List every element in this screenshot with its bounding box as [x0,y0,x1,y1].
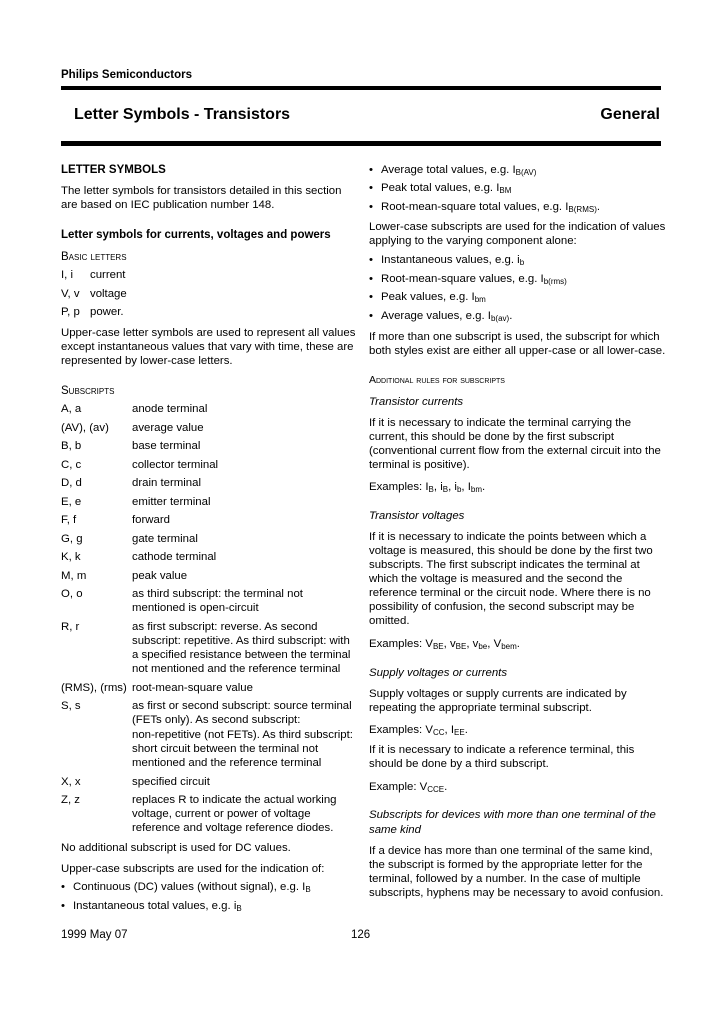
subscript-meaning: cathode terminal [132,551,217,563]
dev-line-1: If a device has more than one terminal of the same kind, [369,845,653,857]
basic-letter-meaning: voltage [90,288,127,300]
tv-line-5: reference terminal or the circuit node. Where there is no [369,587,651,599]
basic-letter-row [61,305,124,319]
basic-letter-symbol: I, i [61,269,74,281]
page-title: Letter Symbols - Transistors [74,106,291,123]
subscript-meaning: not mentioned and the reference terminal [132,663,341,676]
dev-line-3: terminal, followed by a number. In the case of multiple [369,873,641,885]
subscript-symbol: M, m [61,569,87,582]
subscripts-title: Subscripts [61,385,115,397]
tv-line-7: omitted. [369,615,410,627]
tv-line-4: which the voltage is measured and the second the [369,573,623,585]
subscript-meaning: as first or second subscript: source terminal [132,700,352,713]
tc-line-3: (conventional current flow from the external circuit into the [369,445,661,457]
subscript-meaning: forward [132,514,170,526]
transistor-currents-title: Transistor currents [369,396,464,408]
multi-terminal-title-1: Subscripts for devices with more than one terminal of the [369,809,656,821]
sv-examples: Examples: $V_{CC}$, $I_{EE}$. [369,724,468,737]
supply-voltages-title: Supply voltages or currents [369,667,508,679]
tc-examples: Examples: $I_B$, $i_B$, $i_b$, $I_{bm}$. [369,481,486,494]
subscript-meaning: reference and voltage reference diodes. [132,822,334,835]
basic-letter-row [61,268,126,282]
basic-letters-title: Basic letters [61,251,127,263]
company-name: Philips Semiconductors [61,69,192,81]
subscript-symbol: F, f [61,514,77,526]
lower-case-line-1: Lower-case subscripts are used for the indication of values [369,221,666,233]
tc-line-4: terminal is positive). [369,459,470,471]
subscript-symbol: D, d [61,477,82,489]
subscript-meaning: a specified resistance between the terminal [132,649,351,662]
basic-letter-meaning: power. [90,306,124,318]
sv-line-1: Supply voltages or supply currents are indicated by [369,688,627,700]
more-subscripts-line-1: If more than one subscript is used, the subscript for which [369,331,660,343]
section-title: General [600,106,660,123]
additional-rules-title: Additional rules for subscripts [369,374,505,386]
footer-page-number: 126 [351,929,371,941]
subscript-meaning: replaces R to indicate the actual working [132,794,337,807]
subscript-symbol: O, o [61,588,83,600]
subscript-symbol: X, x [61,775,81,788]
more-subscripts-line-2: both styles exist are either all upper-case or all lower-case. [369,345,666,357]
basic-letter-meaning: current [90,269,126,281]
multi-terminal-title-2: same kind [369,824,421,836]
bullet-glyph: • [61,900,65,912]
subscript-meaning: drain terminal [132,477,202,489]
footer-date: 1999 May 07 [61,929,128,941]
ref-line-2: should be done by a third subscript. [369,758,549,770]
upper-case-subscripts: Upper-case subscripts are used for the indication of: [61,863,325,875]
subscript-meaning: mentioned and the reference terminal [132,757,322,770]
sv-line-2: repeating the appropriate terminal subscript. [369,702,592,714]
upper-case-line-2: except instantaneous values that vary with time, these are [61,341,354,353]
bullet-glyph: • [61,881,65,893]
ref-line-1: If it is necessary to indicate a reference terminal, this [369,744,635,756]
subscript-meaning: emitter terminal [132,495,211,508]
heading-currents-voltages: Letter symbols for currents, voltages and powers [61,229,331,241]
subscript-meaning: short circuit between the terminal not [132,742,319,755]
subscript-meaning: gate terminal [132,532,198,545]
tv-line-6: possibility of confusion, the second subscript may be [369,601,635,613]
subscript-meaning: average value [132,421,204,434]
header-rule [61,86,661,90]
subscript-symbol: S, s [61,700,81,713]
basic-letter-row [61,287,127,301]
subscript-meaning: specified circuit [132,775,210,788]
title-rule [61,141,661,146]
subscript-symbol: (AV), (av) [61,421,109,434]
subscript-meaning: subscript: repetitive. As third subscript: with [132,634,350,647]
subscript-meaning: anode terminal [132,403,208,415]
subscript-meaning: collector terminal [132,458,219,471]
subscript-meaning: mentioned is open-circuit [132,602,259,615]
tc-line-1: If it is necessary to indicate the terminal carrying the [369,417,632,429]
subscript-symbol: C, c [61,458,82,471]
subscript-symbol: G, g [61,532,83,545]
heading-letter-symbols: LETTER SYMBOLS [61,164,166,176]
upper-case-line-1: Upper-case letter symbols are used to represent all values [61,327,356,339]
tc-line-2: current, this should be done by the first subscript [369,431,615,443]
intro-line-2: are based on IEC publication number 148. [61,199,275,211]
subscript-symbol: B, b [61,440,82,452]
subscript-symbol: (RMS), (rms) [61,681,127,694]
subscript-symbol: Z, z [61,794,80,807]
tv-line-3: subscripts. The first subscript indicates the terminal at [369,559,640,571]
dev-line-2: the subscript is formed by the appropriate letter for the [369,859,643,871]
transistor-voltages-title: Transistor voltages [369,510,465,522]
subscript-meaning: (FETs only). As second subscript: [132,714,301,727]
subscript-symbol: A, a [61,403,82,415]
subscript-symbol: K, k [61,551,81,563]
subscript-meaning: peak value [132,569,188,582]
subscript-symbol: E, e [61,495,82,508]
tv-line-2: voltage is measured, this should be done by the first two [369,545,653,557]
intro-line-1: The letter symbols for transistors detailed in this section [61,185,342,197]
subscript-symbol: R, r [61,620,80,633]
subscript-meaning: as third subscript: the terminal not [132,588,303,600]
subscript-meaning: non-repetitive (not FETs). As third subscript: [132,728,353,741]
upper-case-line-3: represented by lower-case letters. [61,355,233,367]
subscript-meaning: base terminal [132,440,201,452]
basic-letter-symbol: V, v [61,288,80,300]
subscript-meaning: root-mean-square value [132,681,253,694]
basic-letter-symbol: P, p [61,306,80,318]
tv-line-1: If it is necessary to indicate the points between which a [369,531,647,543]
ref-example: Example: $V_{CCE}$. [369,781,448,794]
no-additional-subscript: No additional subscript is used for DC values. [61,842,291,854]
dev-line-4: subscripts, hyphens may be necessary to avoid confusion. [369,887,664,899]
tv-examples: Examples: $V_{BE}$, $v_{BE}$, $v_{be}$, $V_{bem}$. [369,638,520,651]
subscript-meaning: voltage, current or power of voltage [132,808,311,821]
subscript-meaning: as first subscript: reverse. As second [132,620,318,633]
lower-case-line-2: applying to the varying component alone: [369,235,577,247]
